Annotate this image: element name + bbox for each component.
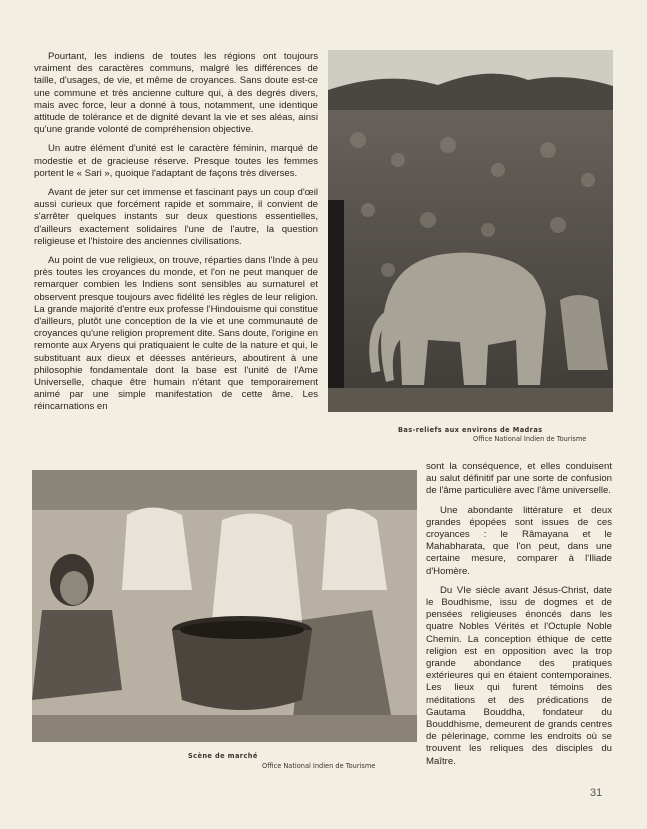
page-number: 31	[590, 787, 603, 799]
paragraph: Un autre élément d'unité est le caractère féminin, marqué de modestie et de gracieuse réserve. Presque toutes les femmes portent le « Sari », quoique l'adaptant de façons très diverses.	[34, 143, 318, 179]
paragraph: Pourtant, les indiens de toutes les régions ont toujours vraiment des caractères communs, malgré les différences de taille, d'usages, de vie, et même de croyances. Sans doute est-ce une commune et très ancienne culture qui, à des degrés divers, mais avec force, leur a donné à tous, notamment, une identique attitude de tolérance et de dignité devant la vie et ses aléas, ainsi qu'une grande volonté de compréhension objective.	[34, 51, 318, 136]
caption-title: Bas-reliefs aux environs de Madras	[398, 426, 543, 434]
market-scene-photo	[32, 470, 417, 742]
text-column-left	[34, 51, 318, 421]
paragraph: Au point de vue religieux, on trouve, réparties dans l'Inde à peu près toutes les croyances du monde, et l'on ne peut manquer de remarquer combien les Indiens sont sensibles au surnaturel et observent presque toujours avec fidélité les règles de leur religion. La grande majorité d'entre eux professe l'Hindouisme qui constitue d'ailleurs, plutôt une conception de la vie et une communauté de croyances qu'une religion proprement dite. Sans doute, l'origine en remonte aux Aryens qui pratiquaient le culte de la nature et qui, le substituant aux dieux et déesses antérieurs, aboutirent à une philosophie fondamentale dont la base est l'unité de l'Ame Universelle, chaque être humain n'étant que temporairement animé par une simple manifestation de cette âme. Les réincarnations en	[34, 255, 318, 413]
bas-relief-photo	[328, 50, 613, 412]
caption-credit: Office National Indien de Tourisme	[262, 762, 376, 770]
caption-credit: Office National Indien de Tourisme	[473, 435, 587, 443]
paragraph: sont la conséquence, et elles conduisent au salut définitif par une sorte de confusion de l'âme particulière avec l'âme universelle.	[426, 461, 612, 497]
text-column-right	[426, 461, 612, 775]
paragraph: Avant de jeter sur cet immense et fascinant pays un coup d'œil aussi curieux que forcément rapide et sommaire, il convient de s'arrêter quelques instants sur deux questions essentielles, d'ailleurs exactement solidaires l'une de l'autre, la question religieuse et l'histoire des anciennes civilisations.	[34, 187, 318, 247]
paragraph: Du VIe siècle avant Jésus-Christ, date le Boudhisme, issu de dogmes et de pensées religieuses énoncés dans les quatre Nobles Vérités et l'Octuple Noble Chemin. La conception éthique de cette religion est en opposition avec la trop grande abondance des pratiques extérieures qui en étaient contemporaines. Les lieux qui furent témoins des méditations et des prédications de Gautama Bouddha, fondateur du Bouddhisme, demeurent de grands centres de pèlerinage, comme les endroits où se trouvent les reliques des disciples du Maître.	[426, 584, 612, 767]
caption-title: Scène de marché	[188, 752, 258, 760]
paragraph: Une abondante littérature et deux grandes épopées sont issues de ces croyances : le Râmayana et le Mahabharata, que l'on peut, dans une certaine mesure, comparer à l'Iliade d'Homère.	[426, 504, 612, 577]
